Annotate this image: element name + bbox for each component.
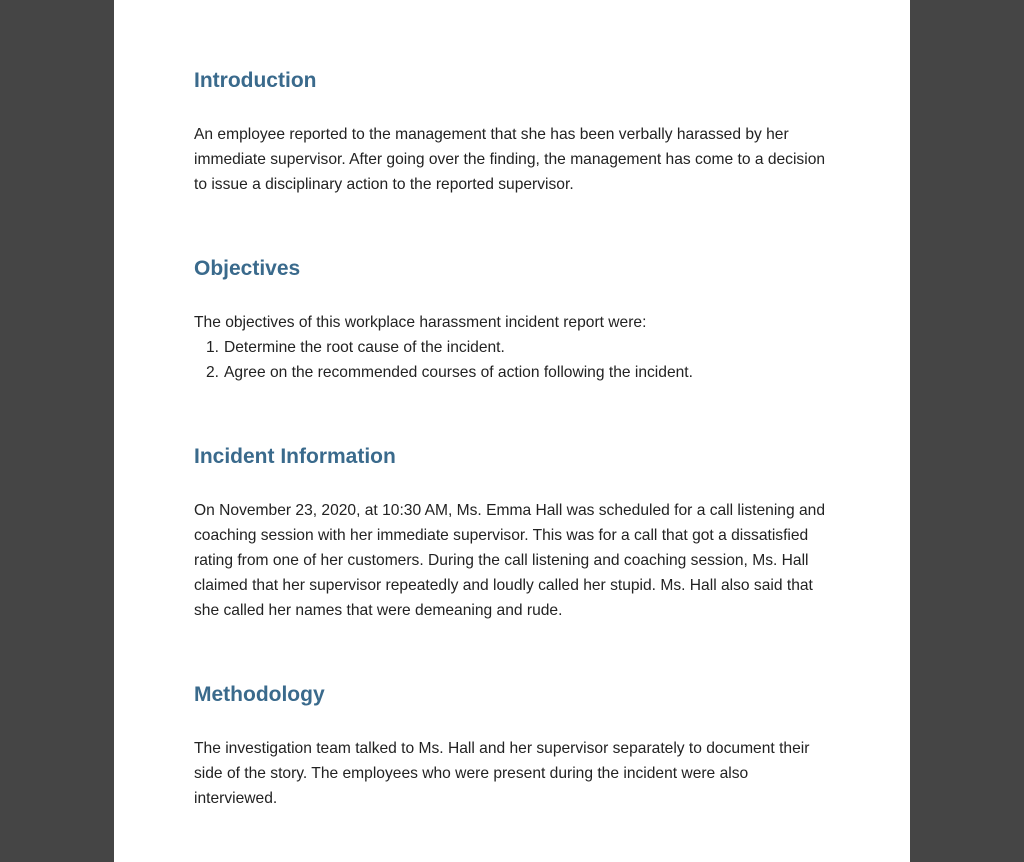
section-heading: Incident Information: [194, 445, 396, 468]
section-introduction-body: [194, 122, 834, 197]
list-item: [194, 335, 834, 360]
section-methodology-body: [194, 736, 834, 811]
section-objectives: [194, 255, 834, 283]
section-heading: Methodology: [194, 683, 325, 706]
section-heading: Objectives: [194, 257, 301, 280]
list-item-text: Agree on the recommended courses of action following the incident.: [224, 364, 693, 381]
section-incident-information-body: [194, 498, 834, 623]
section-methodology: [194, 681, 834, 709]
section-incident-information: [194, 443, 834, 471]
objectives-list: [194, 335, 834, 385]
paragraph: On November 23, 2020, at 10:30 AM, Ms. Emma Hall was scheduled for a call listening and coaching session with her immediate supervisor. This was for a call that got a dissatisfied rating from one of her customers. During the call listening and coaching session, Ms. Hall claimed that her supervisor repeatedly and loudly called her stupid. Ms. Hall also said that she called her names that were demeaning and rude.: [194, 502, 825, 619]
document-page: [114, 0, 910, 862]
list-number: 2.: [206, 364, 220, 381]
list-item: [194, 360, 834, 385]
paragraph: The objectives of this workplace harassment incident report were:: [194, 314, 647, 331]
list-number: 1.: [206, 339, 220, 356]
paragraph: An employee reported to the management that she has been verbally harassed by her immediate supervisor. After going over the finding, the management has come to a decision to issue a disciplinary action to the reported supervisor.: [194, 126, 826, 193]
list-item-text: Determine the root cause of the incident.: [224, 339, 505, 356]
paragraph: The investigation team talked to Ms. Hall and her supervisor separately to document their side of the story. The employees who were present during the incident were also interviewed.: [194, 740, 810, 807]
section-heading: Introduction: [194, 69, 317, 92]
section-objectives-body: [194, 310, 834, 385]
section-introduction: [194, 67, 834, 95]
